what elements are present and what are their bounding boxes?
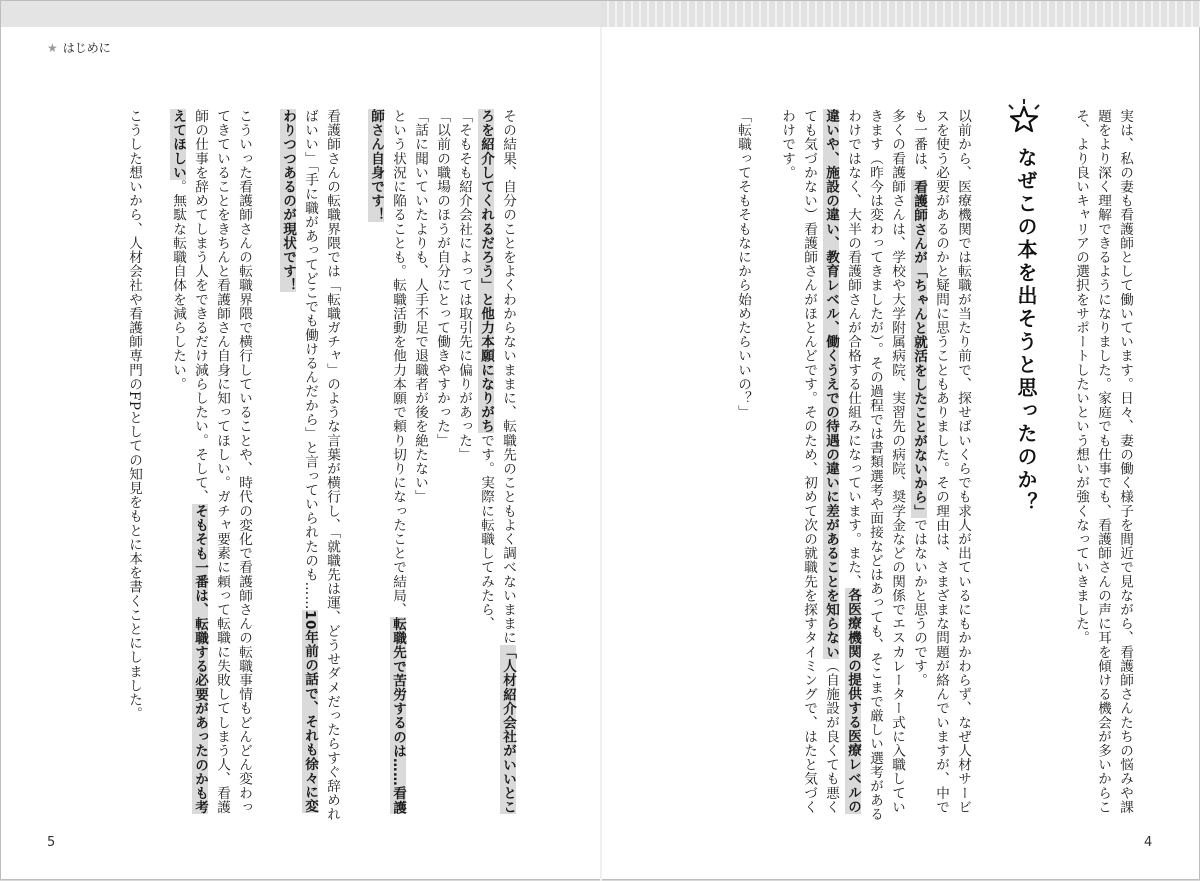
- left-page-body: [69, 109, 519, 829]
- paragraph: 「話に聞いていたよりも、人手不足で退職者が後を絶たない」: [412, 109, 428, 504]
- paragraph: 看護師さんの転職界隈では「転職ガチャ」のような言葉が横行し、「就職先は運、どうせダメだったらすぐ辞めればいい」「手に職があってどこでも働けるんだから」と言っていられたのも……10年前の話で、それも徐々に変わりつつあるのが現状です！: [280, 109, 340, 822]
- page-number-left: 5: [47, 835, 56, 850]
- page-number-right: 4: [1144, 835, 1153, 850]
- paragraph: という状況に陥ることも。転職活動を他力本願で頼り切りになったことで結局、転職先で苦労するのは……看護師さん自身です！: [368, 109, 406, 814]
- right-page-body: [691, 109, 1136, 829]
- header-title: はじめに: [62, 41, 111, 55]
- paragraph: その結果、自分のことをよくわからないままに、転職先のこともよく調べないままに「人材紹介会社がいいところを紹介してくれるだろう」と他力本願になりがちです。実際に転職してみたら、: [478, 109, 516, 815]
- heading-text: なぜこの本を出そうと思ったのか？: [1014, 147, 1038, 515]
- paragraph: こうした想いから、人材会社や看護師専門のFPとしての知見をもとに本を書くことにしました。: [126, 109, 142, 721]
- paragraph: 以前から、医療機関では転職が当たり前で、探せばいくらでも求人が出ているにもかかわらず、なぜ人材サービスを使う必要があるのかと疑問に思うこともありました。その理由は、さまざまな問題が絡んでいますが、中でも一番は、看護師さんが「ちゃんと就活をしたことがないから」ではないかと思うのです。: [911, 109, 971, 814]
- running-header: [47, 39, 111, 56]
- paragraph: 多くの看護師さんは、学校や大学附属病院、実習先の病院、奨学金などの関係でエスカレーター式に入職していきます（昨今は変わってきましたが）。その過程では書類選考や面接などはあっても、そこまで厳しい選考があるわけではなく、大半の看護師さんが合格する仕組みになっています。また、各医療機関の提供する医療レベルの違いや、施設の違い、教育レベル、働くうえでの待遇の違いに差があることを知らない（自施設が良くても悪くても気づかない）看護師さんがほとんどです。そのため、初めて次の就職先を探すタイミングで、はたと気づくわけです。: [779, 109, 905, 822]
- top-edge-strip-left: [1, 1, 601, 27]
- star-icon: ★: [47, 40, 58, 55]
- paragraph: 「以前の職場のほうが自分にとって働きやすかった」: [434, 109, 450, 448]
- page-gutter: [600, 27, 602, 881]
- paragraph: 「そもそも紹介会社によっては取引先に偏りがあった」: [456, 109, 472, 462]
- paragraph: こういった看護師さんの転職界隈で横行していることや、時代の変化で看護師さんの転職事情もどんどん変わってきていることをきちんと看護師さん自身に知ってほしい。ガチャ要素に頼って転職に失敗してしまう人、看護師の仕事を辞めてしまう人をできるだけ減らしたい。そして、そもそも一番は、転職する必要があったのかも考えてほしい。無駄な転職自体を減らしたい。: [170, 109, 252, 815]
- paragraph: 実は、私の妻も看護師として働いています。日々、妻の働く様子を間近で見ながら、看護師さんたちの悩みや課題をより深く理解できるようになりました。家庭でも仕事でも、看護師さんの声に耳を傾ける機会が多いからこそ、より良いキャリアの選択をサポートしたいという想いが強くなっていきました。: [1073, 109, 1133, 814]
- paragraph: 「転職ってそもそもなにから始めたらいいの？」: [735, 109, 751, 420]
